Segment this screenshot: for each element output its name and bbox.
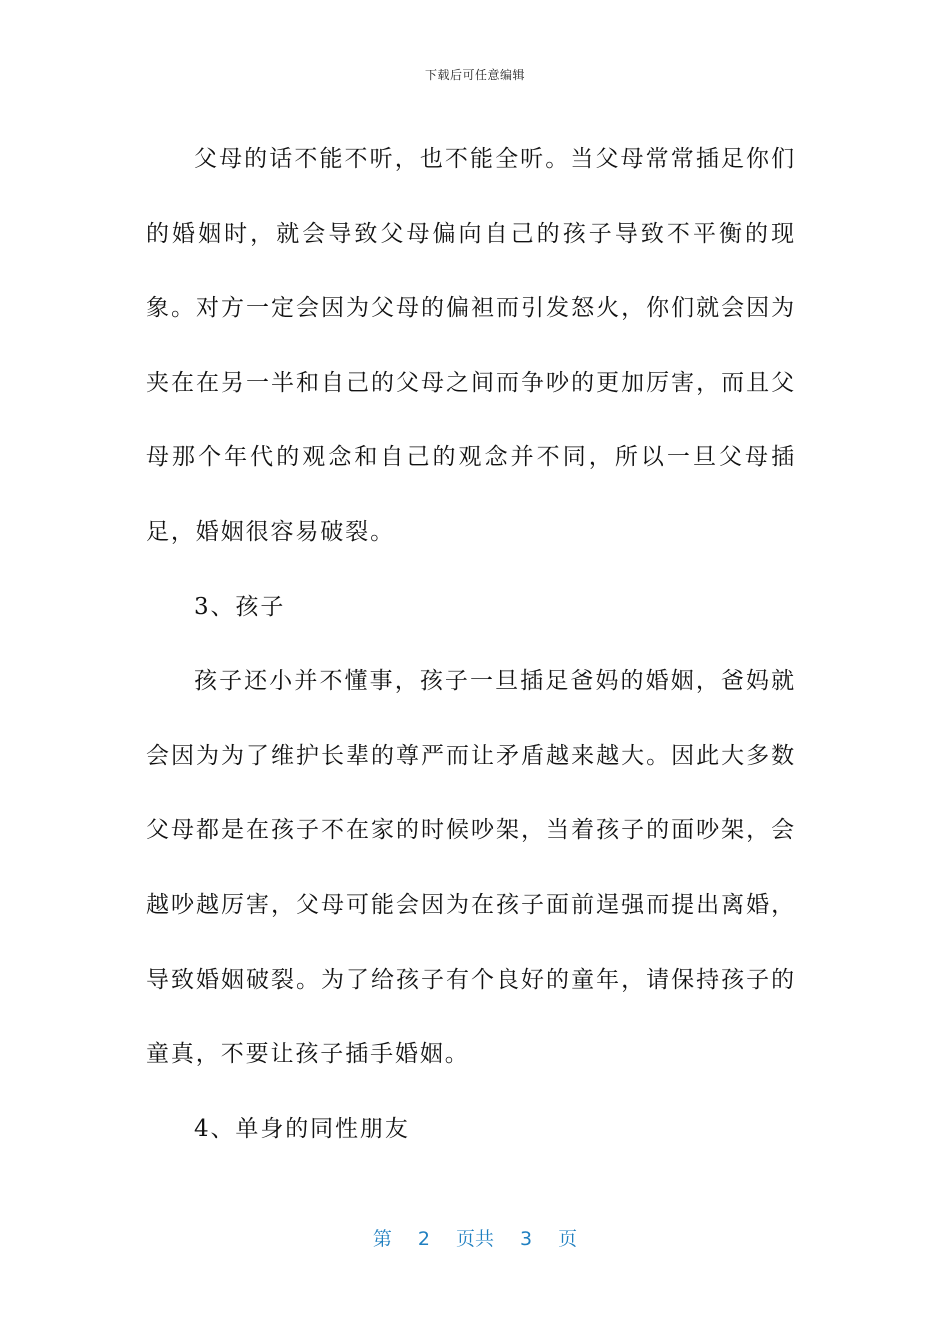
footer-prefix: 第 [372, 1228, 392, 1250]
page-header: 下载后可任意编辑 [424, 68, 525, 82]
footer-middle: 页共 [455, 1228, 494, 1250]
paragraph-parents: 父母的话不能不听，也不能全听。当父母常常插足你们的婚姻时，就会导致父母偏向自己的孩子导致不平衡的现象。对方一定会因为父母的偏袒而引发怒火，你们就会因为夹在在另一半和自己的父母之间而争吵的更加厉害，而且父母那个年代的观念和自己的观念并不同，所以一旦父母插足，婚姻很容易破裂。 [146, 146, 796, 545]
heading-single-friends: 4、单身的同性朋友 [194, 1115, 410, 1142]
paragraph-children: 孩子还小并不懂事，孩子一旦插足爸妈的婚姻，爸妈就会因为为了维护长辈的尊严而让矛盾越来越大。因此大多数父母都是在孩子不在家的时候吵架，当着孩子的面吵架，会越吵越厉害，父母可能会因为在孩子面前逞强而提出离婚，导致婚姻破裂。为了给孩子有个良好的童年，请保持孩子的童真，不要让孩子插手婚姻。 [146, 668, 796, 1068]
footer-current-page: 2 [417, 1228, 430, 1250]
footer-suffix: 页 [558, 1228, 578, 1250]
page-footer [0, 1224, 950, 1251]
heading-children: 3、孩子 [194, 593, 286, 620]
footer-total-pages: 3 [520, 1228, 533, 1250]
document-body [146, 122, 796, 1166]
